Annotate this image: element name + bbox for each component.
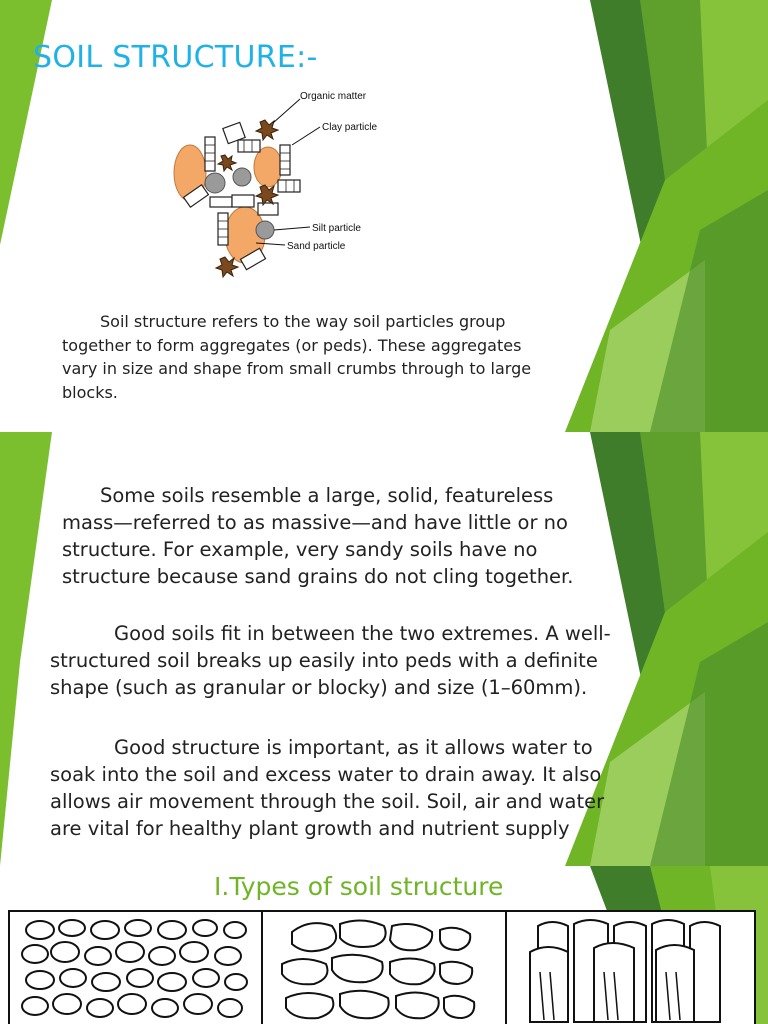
silt-particle-label: Silt particle bbox=[312, 223, 361, 234]
good-structure-text: Good structure is important, as it allows water to soak into the soil and excess water to drain away. It also allows air movement through the soil. Soil, air and water are vital for healthy plant growth and nutrient supply bbox=[50, 736, 605, 840]
intro-text: Soil structure refers to the way soil particles group together to form aggregates (or peds). These aggregates vary in size and shape from small crumbs through to large blocks. bbox=[62, 312, 532, 402]
structure-types-illustration bbox=[10, 912, 754, 1024]
good-soils-paragraph bbox=[50, 620, 620, 701]
massive-soil-paragraph bbox=[62, 482, 592, 590]
blocky-structure bbox=[282, 920, 474, 1018]
slide-title: SOIL STRUCTURE:- bbox=[33, 40, 318, 75]
columnar-structure bbox=[530, 920, 720, 1022]
sand-particle-label: Sand particle bbox=[287, 241, 346, 252]
structure-types-panel bbox=[8, 910, 756, 1024]
good-structure-paragraph bbox=[50, 734, 610, 842]
massive-soil-text: Some soils resemble a large, solid, featureless mass—referred to as massive—and have little or no structure. For example, very sandy soils have no structure because sand grains do not cling together. bbox=[62, 484, 574, 588]
clay-particle-label: Clay particle bbox=[322, 122, 378, 133]
granular-structure bbox=[22, 920, 247, 1017]
slide-3 bbox=[0, 866, 768, 1024]
organic-matter-label: Organic matter bbox=[300, 91, 367, 102]
soil-particle-diagram bbox=[170, 85, 380, 285]
slide-1 bbox=[0, 0, 768, 432]
good-soils-text: Good soils fit in between the two extremes. A well-structured soil breaks up easily into peds with a definite shape (such as granular or blocky) and size (1–60mm). bbox=[50, 622, 611, 699]
silt-particle-1 bbox=[205, 173, 225, 193]
silt-particle-2 bbox=[233, 168, 251, 186]
silt-particle-3 bbox=[256, 221, 274, 239]
types-title: I.Types of soil structure bbox=[214, 872, 504, 901]
intro-paragraph bbox=[62, 310, 532, 404]
